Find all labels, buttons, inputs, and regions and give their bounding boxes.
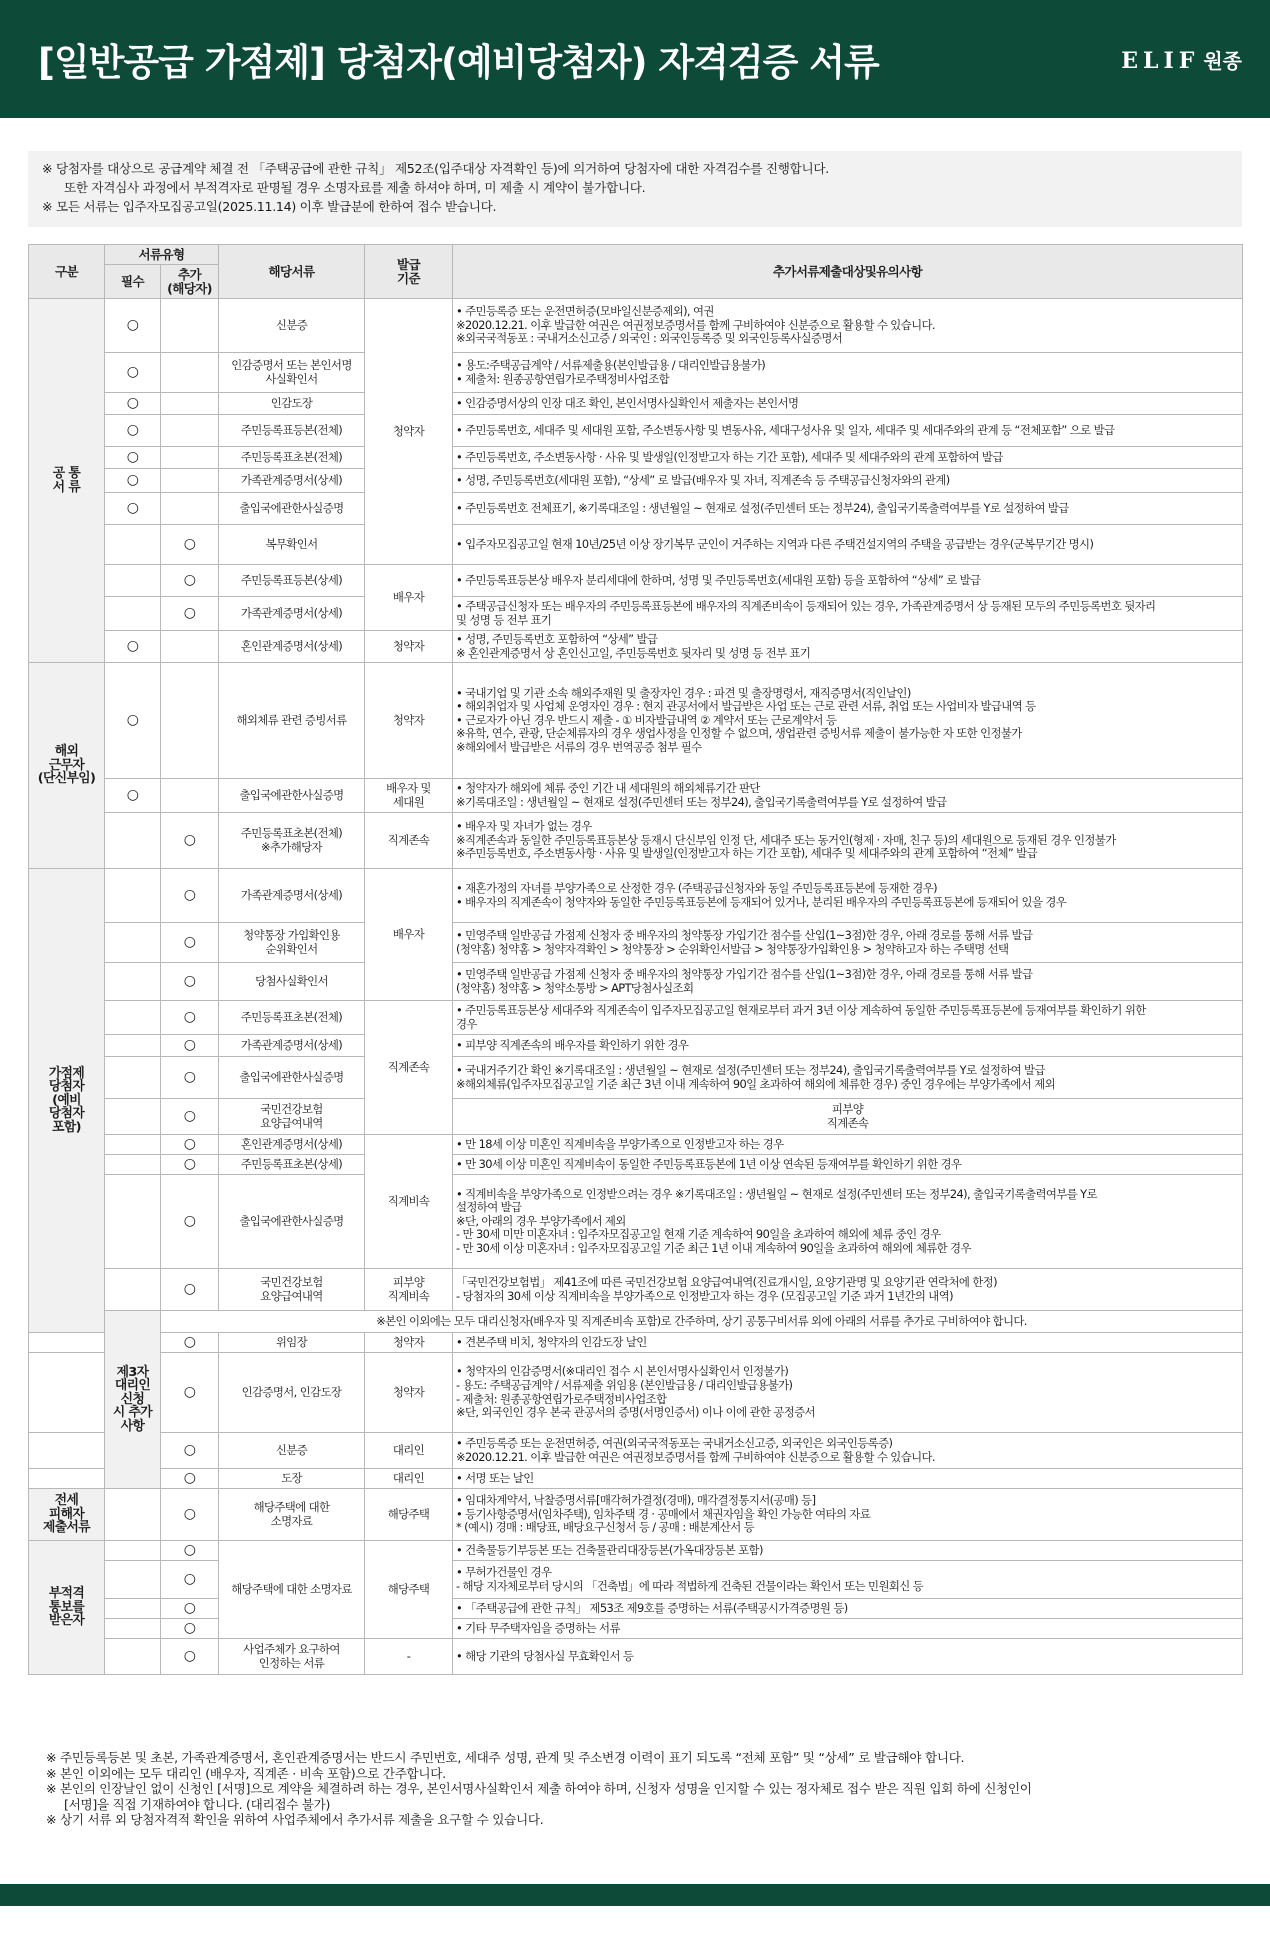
note-line: • 등기사항증명서(임차주택), 임차주택 경 · 공매에서 채권자임을 확인 가능한 여타의 자료 — [456, 1507, 871, 1521]
document-name: 인감증명서, 인감도장 — [219, 1353, 365, 1433]
additional-mark — [161, 393, 219, 415]
table-row — [29, 565, 1243, 597]
note-line: • 주민등록표등본상 세대주와 직계존속이 입주자모집공고일 현재로부터 과거 3년 이상 계속하여 동일한 주민등록표등본에 등재여부를 확인하기 위한 — [456, 1003, 1146, 1017]
additional-mark: ○ — [161, 1333, 219, 1353]
table-row — [29, 299, 1243, 353]
note-line: (청약홈) 청약홈 > 청약소통방 > APT당첨사실조회 — [456, 981, 694, 995]
note-line: • 주민등록증 또는 운전면허증(모바일신분증제외), 여권 — [456, 305, 714, 319]
additional-mark — [161, 353, 219, 393]
additional-mark: ○ — [161, 813, 219, 869]
note-line: 및 성명 등 전부 표기 — [456, 613, 552, 627]
additional-mark: ○ — [161, 597, 219, 631]
table-row — [29, 525, 1243, 565]
additional-mark — [161, 469, 219, 493]
note-line: - 만 30세 미만 미혼자녀 : 입주자모집공고일 현재 기준 계속하여 90일을 초과하여 해외에 체류 중인 경우 — [456, 1228, 941, 1242]
required-mark — [105, 1135, 161, 1155]
table-row — [29, 1269, 1243, 1311]
footnotes — [46, 1750, 1236, 1828]
document-name: 주민등록표초본(상세) — [219, 1155, 365, 1175]
required-mark: ○ — [105, 663, 161, 779]
table-row — [29, 779, 1243, 813]
required-mark: ○ — [105, 415, 161, 447]
document-name: 주민등록표초본(전체) — [219, 1001, 365, 1035]
required-mark — [105, 1561, 161, 1599]
category-cell: 부적격 통보를 받은자 — [29, 1541, 105, 1675]
table-row — [29, 1639, 1243, 1675]
header-category: 구분 — [29, 245, 105, 299]
note-line: • 입주자모집공고일 현재 10년/25년 이상 장기복무 군인이 거주하는 지역과 다른 주택건설지역의 주택을 공급받는 경우(군복무기간 명시) — [456, 537, 1094, 551]
table-row — [29, 353, 1243, 393]
notes-cell — [453, 353, 1243, 393]
table-row — [29, 597, 1243, 631]
additional-mark: ○ — [161, 1155, 219, 1175]
issuance-basis: 직계존속 — [365, 1001, 453, 1135]
notes-cell — [453, 299, 1243, 353]
issuance-basis: 대리인 — [365, 1433, 453, 1469]
notes-cell — [453, 415, 1243, 447]
additional-mark: ○ — [161, 1561, 219, 1599]
note-line: - 제출처: 원종공항연립가로주택정비사업조합 — [456, 1392, 667, 1406]
document-name: 가족관계증명서(상세) — [219, 869, 365, 923]
additional-mark: ○ — [161, 1135, 219, 1155]
additional-mark: ○ — [161, 923, 219, 963]
note-line: • 배우자 및 자녀가 없는 경우 — [456, 820, 592, 834]
required-mark — [105, 565, 161, 597]
issuance-basis: 직계비속 — [365, 1135, 453, 1269]
notes-cell — [453, 1541, 1243, 1561]
notes-cell — [453, 469, 1243, 493]
note-line: • 만 18세 이상 미혼인 직계비속을 부양가족으로 인정받고자 하는 경우 — [456, 1137, 784, 1151]
category-cell: 제3자 대리인 신청 시 추가 사항 — [105, 1311, 161, 1489]
note-line: • 주민등록번호, 주소변동사항 · 사유 및 발생일(인정받고자 하는 기간 포함), 세대주 및 세대주와의 관계 포함하여 발급 — [456, 450, 1003, 464]
table-row — [29, 1599, 1243, 1619]
document-name: 신분증 — [219, 299, 365, 353]
required-mark — [105, 525, 161, 565]
note-line: • 「주택공급에 관한 규칙」 제53조 제9호를 증명하는 서류(주택공시가격증명원 등) — [456, 1601, 848, 1615]
notes-cell — [453, 813, 1243, 869]
issuance-basis: 청약자 — [365, 1353, 453, 1433]
issuance-basis: 해당주택 — [365, 1489, 453, 1541]
note-line: ※직계존속과 동일한 주민등록표등본상 등재시 단신부임 인정 단, 세대주 또는 동거인(형제 · 자매, 친구 등)의 세대원으로 등재된 경우 인정불가 — [456, 833, 1116, 847]
additional-mark — [161, 779, 219, 813]
table-row — [29, 963, 1243, 1001]
footer-bar — [0, 1884, 1270, 1906]
notes-cell — [453, 525, 1243, 565]
table-row — [29, 1311, 1243, 1333]
additional-mark: ○ — [161, 1599, 219, 1619]
note-line: • 무허가건물인 경우 — [456, 1565, 552, 1579]
note-line: • 배우자의 직계존속이 청약자와 동일한 주민등록표등본에 등재되어 있거나, 분리된 배우자의 주민등록표등본에 등재되어 있을 경우 — [456, 895, 1067, 909]
table-row — [29, 1433, 1243, 1469]
notes-cell — [453, 1135, 1243, 1155]
notes-cell — [453, 631, 1243, 663]
required-mark — [29, 1333, 105, 1353]
additional-mark — [161, 299, 219, 353]
note-line: • 건축물등기부등본 또는 건축물관리대장등본(가옥대장등본 포함) — [456, 1543, 763, 1557]
required-mark — [105, 1541, 161, 1561]
notes-cell — [453, 923, 1243, 963]
page-title: [일반공급 가점제] 당첨자(예비당첨자) 자격검증 서류 — [38, 41, 879, 84]
document-name: 주민등록표등본(전체) — [219, 415, 365, 447]
notes-cell — [453, 1469, 1243, 1489]
notes-cell — [453, 565, 1243, 597]
required-mark — [105, 1599, 161, 1619]
brand-name: ELIF — [1121, 47, 1200, 74]
additional-mark: ○ — [161, 963, 219, 1001]
document-name: 해외체류 관련 증빙서류 — [219, 663, 365, 779]
document-name: 신분증 — [219, 1433, 365, 1469]
table-row — [29, 813, 1243, 869]
note-line: ※해외체류(입주자모집공고일 기준 최근 3년 이내 계속하여 90일 초과하여 해외에 체류한 경우) 중인 경우에는 부양가족에서 제외 — [456, 1077, 1056, 1091]
document-name: 도장 — [219, 1469, 365, 1489]
document-name: 당첨사실확인서 — [219, 963, 365, 1001]
table-row — [29, 447, 1243, 469]
additional-mark: ○ — [161, 1035, 219, 1057]
document-name: 해당주택에 대한 소명자료 — [219, 1541, 365, 1639]
note-line: • 주민등록표등본상 배우자 분리세대에 한하며, 성명 및 주민등록번호(세대원 포함) 등을 포함하여 “상세” 로 발급 — [456, 573, 981, 587]
notes-cell — [453, 1057, 1243, 1099]
document-name: 인감도장 — [219, 393, 365, 415]
table-row — [29, 1333, 1243, 1353]
note-line: • 만 30세 이상 미혼인 직계비속이 동일한 주민등록표등본에 1년 이상 연속된 등재여부를 확인하기 위한 경우 — [456, 1157, 962, 1171]
note-line: 설정하여 발급 — [456, 1201, 522, 1215]
issuance-basis: 청약자 — [365, 663, 453, 779]
additional-mark — [161, 493, 219, 525]
note-line: • 임대차계약서, 낙찰증명서류[매각허가결정(경매), 매각결정통지서(공매) 등] — [456, 1494, 816, 1508]
additional-mark — [161, 447, 219, 469]
table-row — [29, 415, 1243, 447]
note-line: 「국민건강보험법」 제41조에 따른 국민건강보험 요양급여내역(진료개시일, 요양기관명 및 요양기관 연락처에 한정) — [456, 1275, 997, 1289]
notes-cell — [453, 1269, 1243, 1311]
required-mark — [105, 597, 161, 631]
table-row — [29, 1035, 1243, 1057]
table-row — [29, 1175, 1243, 1269]
table-row — [29, 469, 1243, 493]
required-mark: ○ — [105, 353, 161, 393]
header-additional: 추가 (해당자) — [161, 265, 219, 299]
document-name: 국민건강보험 요양급여내역 — [219, 1269, 365, 1311]
required-mark — [105, 1175, 161, 1269]
required-mark — [105, 923, 161, 963]
notice-line: ※ 당첨자를 대상으로 공급계약 체결 전 「주택공급에 관한 규칙」 제52조(입주대상 자격확인 등)에 의거하여 당첨자에 대한 자격검수를 진행합니다. — [42, 161, 829, 176]
category-cell: 공 통 서 류 — [29, 299, 105, 663]
issuance-basis: - — [365, 1639, 453, 1675]
required-mark — [29, 1469, 105, 1489]
issuance-basis: 피부양 직계비속 — [365, 1269, 453, 1311]
document-name: 국민건강보험 요양급여내역 — [219, 1099, 365, 1135]
required-mark — [29, 1433, 105, 1469]
documents-table — [28, 244, 1243, 1675]
note-line: ※해외에서 발급받은 서류의 경우 번역공증 첨부 필수 — [456, 740, 702, 754]
required-mark — [105, 1639, 161, 1675]
note-line: • 민영주택 일반공급 가점제 신청자 중 배우자의 청약통장 가입기간 점수를 산입(1~3점)한 경우, 아래 경로를 통해 서류 발급 — [456, 967, 1033, 981]
document-name: 위임장 — [219, 1333, 365, 1353]
table-row — [29, 869, 1243, 923]
note-line: • 용도:주택공급계약 / 서류제출용(본인발급용 / 대리인발급용불가) — [456, 358, 766, 372]
note-line: ※기록대조일 : 생년월일 ~ 현재로 설정(주민센터 또는 정부24), 출입국기록출력여부를 Y로 설정하여 발급 — [456, 795, 947, 809]
note-line: • 주민등록번호, 세대주 및 세대원 포함, 주소변동사항 및 변동사유, 세대구성사유 및 일자, 세대주 및 세대주와의 관계 등 “전체포함” 으로 발급 — [456, 423, 1115, 437]
notes-cell — [453, 779, 1243, 813]
issuance-basis: 직계존속 — [365, 813, 453, 869]
additional-mark: ○ — [161, 1619, 219, 1639]
required-mark — [105, 1057, 161, 1099]
brand-logo — [1121, 45, 1242, 74]
footnote-line: ※ 상기 서류 외 당첨자격적 확인을 위하여 사업주체에서 추가서류 제출을 요구할 수 있습니다. — [46, 1812, 544, 1827]
notes-cell — [453, 1561, 1243, 1599]
issuance-basis: 청약자 — [365, 1333, 453, 1353]
note-line: • 청약자가 해외에 체류 중인 기간 내 세대원의 해외체류기간 판단 — [456, 781, 760, 795]
table-row — [29, 1099, 1243, 1135]
required-mark: ○ — [105, 631, 161, 663]
note-line: • 주택공급신청자 또는 배우자의 주민등록표등본에 배우자의 직계존비속이 등재되어 있는 경우, 가족관계증명서 상 등재된 모두의 주민등록번호 뒷자리 — [456, 599, 1156, 613]
table-row — [29, 1057, 1243, 1099]
required-mark — [105, 1099, 161, 1135]
additional-mark: ○ — [161, 1433, 219, 1469]
notes-cell — [453, 393, 1243, 415]
issuance-basis: 배우자 및 세대원 — [365, 779, 453, 813]
additional-mark: ○ — [161, 1269, 219, 1311]
notes-cell — [453, 597, 1243, 631]
notes-cell — [453, 1175, 1243, 1269]
document-name: 출입국에관한사실증명 — [219, 779, 365, 813]
note-line: • 재혼가정의 자녀를 부양가족으로 산정한 경우 (주택공급신청자와 동일 주민등록표등본에 등재한 경우) — [456, 881, 937, 895]
additional-mark: ○ — [161, 1639, 219, 1675]
document-name: 출입국에관한사실증명 — [219, 1057, 365, 1099]
required-mark — [105, 1001, 161, 1035]
note-line: ※단, 아래의 경우 부양가족에서 제외 — [456, 1214, 626, 1228]
table-row — [29, 1135, 1243, 1155]
document-name: 가족관계증명서(상세) — [219, 1035, 365, 1057]
note-line: ※주민등록번호, 주소변동사항 · 사유 및 발생일(인정받고자 하는 기간 포함), 세대주 및 세대주와의 관계 포함하여 “전체” 발급 — [456, 847, 1037, 861]
note-line: • 피부양 직계존속의 배우자를 확인하기 위한 경우 — [456, 1038, 689, 1052]
notice-box — [28, 151, 1242, 227]
required-mark — [105, 869, 161, 923]
document-name: 주민등록표초본(전체) ※추가해당자 — [219, 813, 365, 869]
note-line: ※2020.12.21. 이후 발급한 여권은 여권정보증명서를 함께 구비하여야 신분증으로 활용할 수 있습니다. — [456, 1450, 935, 1464]
issuance-basis: 청약자 — [365, 299, 453, 565]
additional-mark: ○ — [161, 1353, 219, 1433]
document-name: 출입국에관한사실증명 — [219, 493, 365, 525]
note-line: ※단, 외국인인 경우 본국 관공서의 증명(서명인증서) 이나 이에 관한 공정증서 — [456, 1406, 815, 1420]
notes-cell — [453, 869, 1243, 923]
table-row — [29, 493, 1243, 525]
table-row — [29, 393, 1243, 415]
header-document: 해당서류 — [219, 245, 365, 299]
required-mark — [105, 1155, 161, 1175]
note-line: • 인감증명서상의 인장 대조 확인, 본인서명사실확인서 제출자는 본인서명 — [456, 396, 799, 410]
table-row — [29, 923, 1243, 963]
required-mark — [105, 1489, 161, 1541]
note-line: (청약홈) 청약홈 > 청약자격확인 > 청약통장 > 순위확인서발급 > 청약통장가입확인용 > 청약하고자 하는 주택명 선택 — [456, 942, 1009, 956]
footnote-line: ※ 주민등록등본 및 초본, 가족관계증명서, 혼인관계증명서는 반드시 주민번호, 세대주 성명, 관계 및 주소변경 이력이 표기 되도록 “전체 포함” 및 “상세” 로 발급해야 합니다. — [46, 1750, 965, 1765]
header-notes: 추가서류제출대상및유의사항 — [453, 245, 1243, 299]
notes-cell — [453, 1433, 1243, 1469]
additional-mark: ○ — [161, 1001, 219, 1035]
additional-mark: ○ — [161, 525, 219, 565]
notice-line: 또한 자격심사 과정에서 부적격자로 판명될 경우 소명자료를 제출 하셔야 하며, 미 제출 시 계약이 불가합니다. — [64, 180, 646, 195]
issuance-basis: 해당주택 — [365, 1541, 453, 1639]
note-line: 경우 — [456, 1017, 477, 1031]
notes-cell — [453, 1155, 1243, 1175]
notes-cell — [453, 1001, 1243, 1035]
additional-mark: ○ — [161, 1099, 219, 1135]
document-name: 가족관계증명서(상세) — [219, 597, 365, 631]
brand-sub: 원종 — [1203, 48, 1242, 73]
required-mark — [105, 1035, 161, 1057]
section-note: ※본인 이외에는 모두 대리신청자(배우자 및 직계존비속 포함)로 간주하며, 상기 공통구비서류 외에 아래의 서류를 추가로 구비하여야 합니다. — [161, 1311, 1243, 1333]
required-mark: ○ — [105, 299, 161, 353]
header-required: 필수 — [105, 265, 161, 299]
document-name: 출입국에관한사실증명 — [219, 1175, 365, 1269]
notes-cell — [453, 663, 1243, 779]
note-line: • 민영주택 일반공급 가점제 신청자 중 배우자의 청약통장 가입기간 점수를 산입(1~3점)한 경우, 아래 경로를 통해 서류 발급 — [456, 928, 1033, 942]
additional-mark: ○ — [161, 1541, 219, 1561]
required-mark — [105, 813, 161, 869]
notes-cell — [453, 493, 1243, 525]
table-row — [29, 1155, 1243, 1175]
table-row — [29, 1353, 1243, 1433]
note-line: • 해당 기관의 당첨사실 무효확인서 등 — [456, 1649, 634, 1663]
additional-mark — [161, 631, 219, 663]
document-name: 청약통장 가입확인용 순위확인서 — [219, 923, 365, 963]
note-line: • 주민등록번호 전체표기, ※기록대조일 : 생년월일 ~ 현재로 설정(주민센터 또는 정부24), 출입국기록출력여부를 Y로 설정하여 발급 — [456, 501, 1069, 515]
table-row — [29, 1541, 1243, 1561]
document-name: 복무확인서 — [219, 525, 365, 565]
note-line: • 성명, 주민등록번호(세대원 포함), “상세” 로 발급(배우자 및 자녀, 직계존속 등 주택공급신청자와의 관계) — [456, 473, 950, 487]
header-doc-type: 서류유형 — [105, 245, 219, 265]
note-line: • 서명 또는 날인 — [456, 1471, 534, 1485]
additional-mark: ○ — [161, 565, 219, 597]
table-row — [29, 1469, 1243, 1489]
notes-cell — [453, 1333, 1243, 1353]
page-header — [0, 0, 1270, 118]
notes-cell — [453, 1619, 1243, 1639]
table-row — [29, 663, 1243, 779]
note-line: ※ 혼인관계증명서 상 혼인신고일, 주민등록번호 뒷자리 및 성명 등 전부 표기 — [456, 646, 811, 660]
note-line: • 기타 무주택자임을 증명하는 서류 — [456, 1621, 620, 1635]
note-line: * (예시) 경매 : 배당표, 배당요구신청서 등 / 공매 : 배분계산서 등 — [456, 1521, 755, 1535]
note-line: • 국내거주기간 확인 ※기록대조일 : 생년월일 ~ 현재로 설정(주민센터 또는 정부24), 출입국기록출력여부를 Y로 설정하여 발급 — [456, 1063, 1045, 1077]
notes-cell — [453, 447, 1243, 469]
required-mark: ○ — [105, 447, 161, 469]
document-name: 혼인관계증명서(상세) — [219, 1135, 365, 1155]
required-mark: ○ — [105, 393, 161, 415]
additional-mark: ○ — [161, 1489, 219, 1541]
footnote-line: [서명]을 직접 기재하여야 합니다. (대리접수 불가) — [64, 1796, 331, 1812]
notes-cell — [453, 1035, 1243, 1057]
note-line: ※2020.12.21. 이후 발급한 여권은 여권정보증명서를 함께 구비하여야 신분증으로 활용할 수 있습니다. — [456, 318, 935, 332]
footnote-line: ※ 본인의 인장날인 없이 신청인 [서명]으로 계약을 체결하려 하는 경우, 본인서명사실확인서 제출 하여야 하며, 신청자 성명을 인지할 수 있는 정자체로 접수 받은 직원 입회 하에 신청인이 — [46, 1781, 1032, 1796]
table-row — [29, 631, 1243, 663]
category-cell: 전세 피해자 제출서류 — [29, 1489, 105, 1541]
note-line: • 성명, 주민등록번호 포함하여 “상세” 발급 — [456, 632, 658, 646]
issuance-basis: 배우자 — [365, 869, 453, 1001]
note-line: - 만 30세 이상 미혼자녀 : 입주자모집공고일 기준 최근 1년 이내 계속하여 90일을 초과하여 해외에 체류한 경우 — [456, 1241, 971, 1255]
issuance-basis: 청약자 — [365, 631, 453, 663]
table-row — [29, 1561, 1243, 1599]
note-line: • 견본주택 비치, 청약자의 인감도장 날인 — [456, 1335, 647, 1349]
note-line: • 국내기업 및 기관 소속 해외주재원 및 출장자인 경우 : 파견 및 출장명령서, 재직증명서(직인날인) — [456, 686, 911, 700]
required-mark: ○ — [105, 469, 161, 493]
document-name: 주민등록표초본(전체) — [219, 447, 365, 469]
required-mark: ○ — [105, 779, 161, 813]
additional-mark — [161, 415, 219, 447]
header-basis: 발급 기준 — [365, 245, 453, 299]
required-mark — [105, 1269, 161, 1311]
note-line: • 근로자가 아닌 경우 반드시 제출 - ① 비자발급내역 ② 계약서 또는 근로계약서 등 — [456, 713, 837, 727]
issuance-basis: 피부양 직계존속 — [453, 1099, 1243, 1135]
note-line: • 직계비속을 부양가족으로 인정받으려는 경우 ※기록대조일 : 생년월일 ~ 현재로 설정(주민센터 또는 정부24), 출입국기록출력여부를 Y로 — [456, 1187, 1097, 1201]
note-line: • 제출처: 원종공항연립가로주택정비사업조합 — [456, 372, 670, 386]
document-name: 가족관계증명서(상세) — [219, 469, 365, 493]
issuance-basis: 대리인 — [365, 1469, 453, 1489]
table-row — [29, 1489, 1243, 1541]
notes-cell — [453, 1639, 1243, 1675]
notes-cell — [453, 1599, 1243, 1619]
notes-cell — [453, 1353, 1243, 1433]
required-mark — [29, 1353, 105, 1433]
notice-line: ※ 모든 서류는 입주자모집공고일(2025.11.14) 이후 발급분에 한하여 접수 받습니다. — [42, 199, 497, 214]
note-line: - 용도: 주택공급계약 / 서류제출 위임용 (본인발급용 / 대리인발급용불가) — [456, 1378, 793, 1392]
required-mark: ○ — [105, 493, 161, 525]
additional-mark: ○ — [161, 1175, 219, 1269]
table-row — [29, 1619, 1243, 1639]
note-line: • 청약자의 인감증명서(※대리인 접수 시 본인서명사실확인서 인정불가) — [456, 1365, 789, 1379]
note-line: - 해당 지자체로부터 당시의 「건축법」에 따라 적법하게 건축된 건물이라는 확인서 또는 민원회신 등 — [456, 1579, 924, 1593]
note-line: • 해외취업자 및 사업체 운영자인 경우 : 현지 관공서에서 발급받은 사업 또는 근로 관련 서류, 취업 또는 사업비자 발급내역 등 — [456, 700, 1036, 714]
additional-mark: ○ — [161, 1057, 219, 1099]
note-line: ※외국국적동포 : 국내거소신고증 / 외국인 : 외국인등록증 및 외국인등록사실증명서 — [456, 332, 843, 346]
additional-mark: ○ — [161, 869, 219, 923]
additional-mark: ○ — [161, 1469, 219, 1489]
note-line: ※유학, 연수, 관광, 단순체류자의 경우 생업사정을 인정할 수 없으며, 생업관련 증빙서류 제출이 불가능한 자 또한 인정불가 — [456, 727, 1022, 741]
notes-cell — [453, 963, 1243, 1001]
category-cell: 가점제 당첨자 (예비 당첨자 포함) — [29, 869, 105, 1333]
document-name: 주민등록표등본(상세) — [219, 565, 365, 597]
document-name: 해당주택에 대한 소명자료 — [219, 1489, 365, 1541]
document-name: 인감증명서 또는 본인서명 사실확인서 — [219, 353, 365, 393]
footnote-line: ※ 본인 이외에는 모두 대리인 (배우자, 직계존 · 비속 포함)으로 간주합니다. — [46, 1765, 446, 1781]
notes-cell — [453, 1489, 1243, 1541]
note-line: - 당첨자의 30세 이상 직계비속을 부양가족으로 인정받고자 하는 경우 (모집공고일 기준 과거 1년간의 내역) — [456, 1289, 953, 1303]
document-name: 사업주체가 요구하여 인정하는 서류 — [219, 1639, 365, 1675]
note-line: • 주민등록증 또는 운전면허증, 여권(외국국적동포는 국내거소신고증, 외국인은 외국인등록증) — [456, 1436, 893, 1450]
table-row — [29, 1001, 1243, 1035]
category-cell: 해외 근무자 (단신부임) — [29, 663, 105, 869]
required-mark — [105, 1619, 161, 1639]
additional-mark — [161, 663, 219, 779]
required-mark — [105, 963, 161, 1001]
document-name: 혼인관계증명서(상세) — [219, 631, 365, 663]
issuance-basis: 배우자 — [365, 565, 453, 631]
